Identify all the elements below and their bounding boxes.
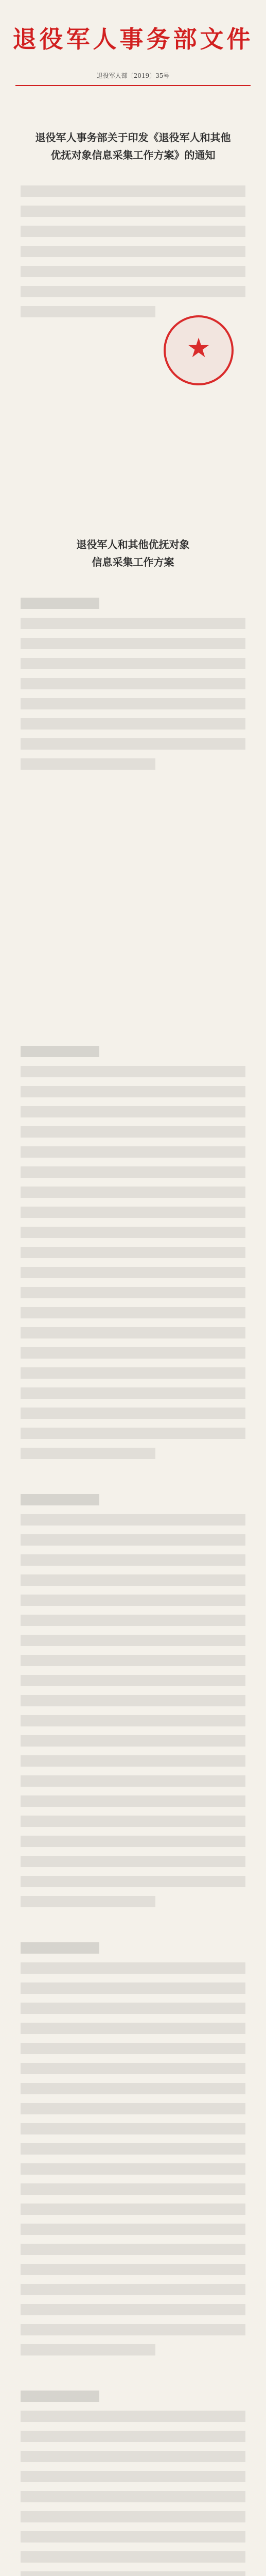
text-line (21, 226, 245, 237)
plan-section (21, 598, 245, 778)
text-line (21, 1695, 245, 1706)
text-line (21, 618, 245, 629)
text-line (21, 1166, 245, 1178)
text-line (21, 1207, 245, 1218)
text-line (21, 2324, 245, 2335)
text-line (21, 1387, 245, 1399)
text-line (21, 1367, 245, 1379)
text-line (21, 1655, 245, 1666)
text-line (21, 2003, 245, 2014)
text-line (21, 1106, 245, 1117)
text-line (21, 1187, 245, 1198)
text-line (21, 2083, 245, 2094)
text-line (21, 1448, 155, 1459)
text-line (21, 2551, 245, 2563)
text-line (21, 758, 155, 770)
text-line (21, 1816, 245, 1827)
text-line (21, 1795, 245, 1807)
text-line (21, 658, 245, 669)
plan-section (21, 1046, 245, 1468)
notice-title-line: 优抚对象信息采集工作方案》的通知 (50, 149, 216, 161)
text-line (21, 678, 245, 689)
text-line (21, 246, 245, 257)
text-line (21, 1428, 245, 1439)
text-line (21, 2183, 245, 2195)
section-heading (21, 598, 99, 609)
text-line (21, 1534, 245, 1546)
text-line (21, 2531, 245, 2543)
text-line (21, 2224, 245, 2235)
text-line (21, 2571, 245, 2576)
text-line (21, 2304, 245, 2315)
text-line (21, 1595, 245, 1606)
section-heading (21, 1046, 99, 1057)
notice-title (21, 129, 245, 164)
text-line (21, 738, 245, 750)
text-line (21, 1856, 245, 1867)
text-line (21, 2143, 245, 2155)
text-line (21, 2123, 245, 2134)
text-line (21, 1755, 245, 1767)
text-line (21, 2063, 245, 2074)
text-line (21, 1126, 245, 1138)
text-line (21, 286, 245, 297)
text-line (21, 1347, 245, 1359)
plan-section (21, 1494, 245, 1916)
text-line (21, 1982, 245, 1994)
text-line (21, 185, 245, 197)
text-line (21, 1267, 245, 1278)
text-line (21, 1675, 245, 1686)
plan-section (21, 2391, 245, 2576)
text-line (21, 2344, 155, 2355)
plan-title (21, 536, 245, 571)
text-line (21, 1146, 245, 1158)
text-line (21, 1287, 245, 1298)
section-heading (21, 1494, 99, 1505)
text-line (21, 2451, 245, 2462)
plan-section (21, 1942, 245, 2364)
text-line (21, 266, 245, 277)
text-line (21, 1574, 245, 1586)
text-line (21, 1086, 245, 1097)
section-heading (21, 2391, 99, 2402)
text-line (21, 1615, 245, 1626)
text-line (21, 2244, 245, 2255)
text-line (21, 2284, 245, 2295)
text-line (21, 1715, 245, 1726)
text-line (21, 1227, 245, 1238)
text-line (21, 2163, 245, 2175)
red-rule-top (15, 85, 251, 86)
text-line (21, 698, 245, 709)
official-seal-icon (164, 315, 234, 385)
text-line (21, 2471, 245, 2482)
section-heading (21, 1942, 99, 1954)
document-number: 退役军人部〔2019〕35号 (96, 72, 170, 79)
text-line (21, 1896, 155, 1907)
text-line (21, 1635, 245, 1646)
text-line (21, 2023, 245, 2034)
text-line (21, 1775, 245, 1787)
text-line (21, 2491, 245, 2502)
text-line (21, 1554, 245, 1566)
text-line (21, 2411, 245, 2422)
plan-title-line: 信息采集工作方案 (92, 556, 174, 568)
notice-body (21, 185, 245, 326)
text-line (21, 1962, 245, 1974)
text-line (21, 2431, 245, 2442)
text-line (21, 1408, 245, 1419)
document-masthead: 退役军人事务部文件 (12, 25, 254, 53)
text-line (21, 2043, 245, 2054)
text-line (21, 1836, 245, 1847)
text-line (21, 1876, 245, 1887)
text-line (21, 1514, 245, 1526)
text-line (21, 2511, 245, 2522)
text-line (21, 2204, 245, 2215)
text-line (21, 206, 245, 217)
seal-star-icon: ★ (186, 333, 211, 364)
text-line (21, 1327, 245, 1338)
text-line (21, 1247, 245, 1258)
text-line (21, 1735, 245, 1747)
text-line (21, 638, 245, 649)
text-line (21, 718, 245, 730)
text-line (21, 2264, 245, 2275)
text-line (21, 2103, 245, 2114)
text-line (21, 306, 155, 317)
notice-title-line: 退役军人事务部关于印发《退役军人和其他 (35, 131, 231, 144)
plan-title-line: 退役军人和其他优抚对象 (76, 538, 190, 551)
text-line (21, 1066, 245, 1077)
text-line (21, 1307, 245, 1318)
